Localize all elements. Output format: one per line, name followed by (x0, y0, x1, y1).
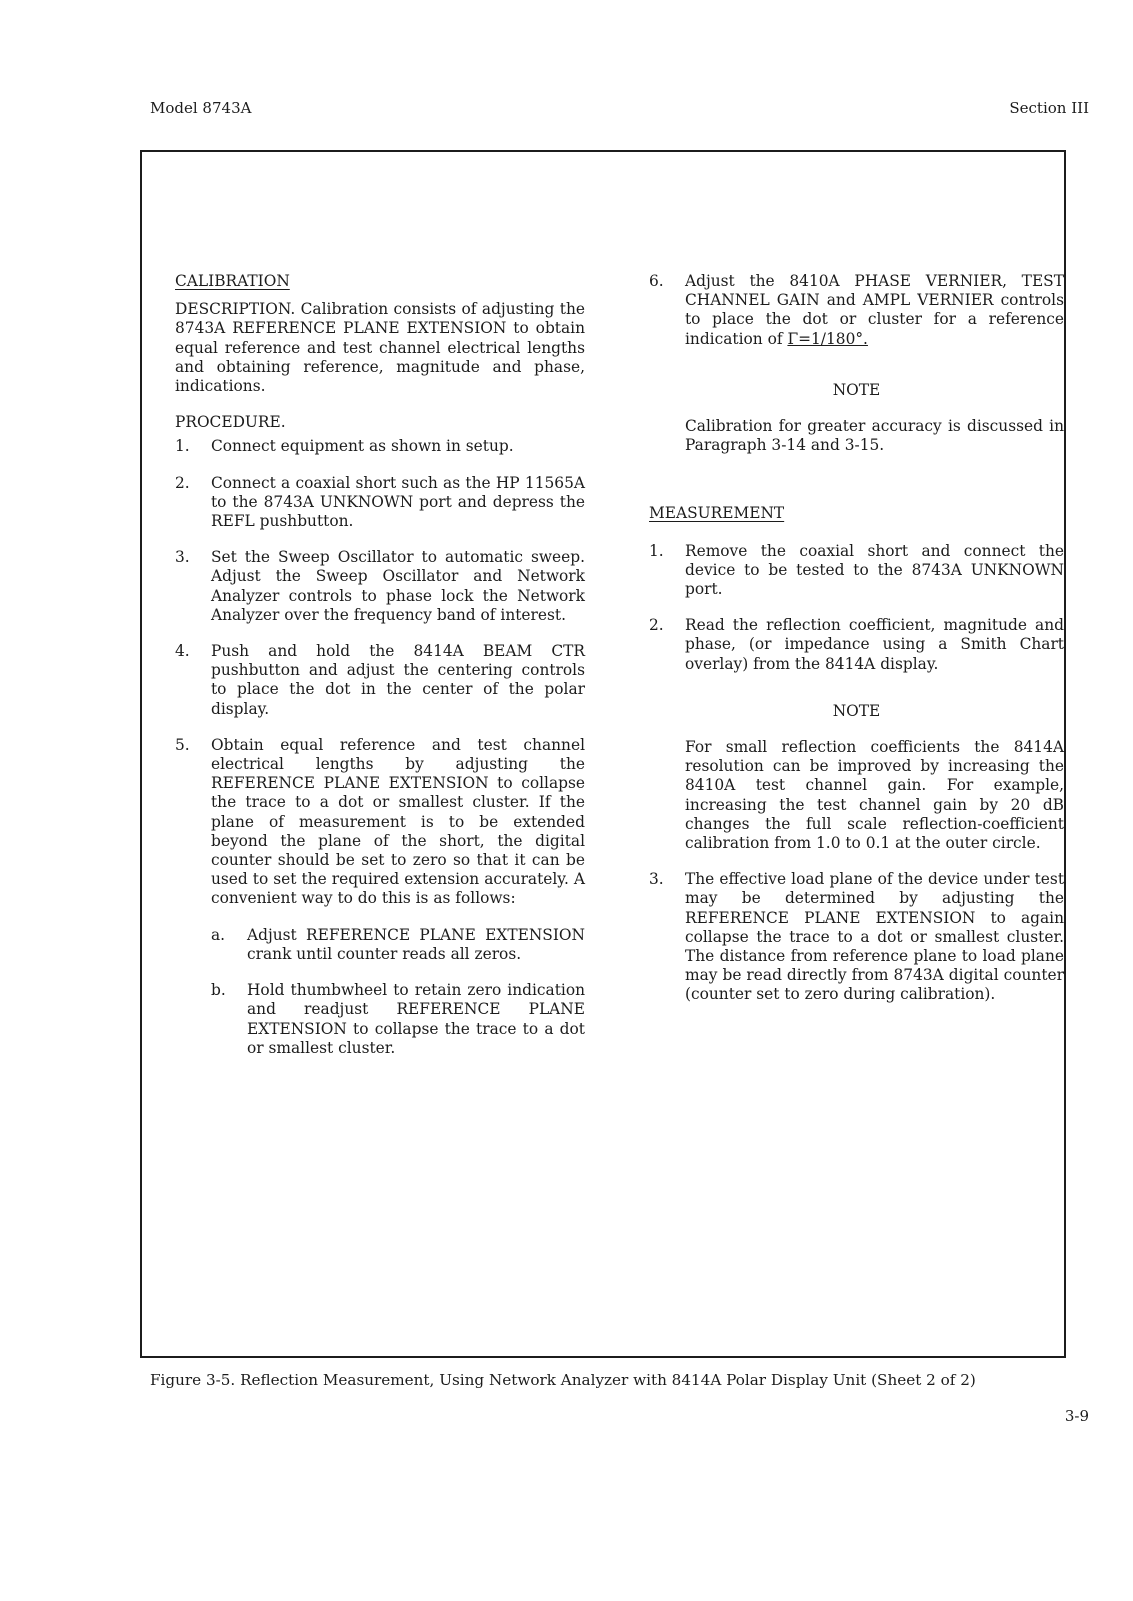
calibration-heading: CALIBRATION (175, 272, 290, 290)
reference-indication-value: Γ=1/180°. (787, 329, 868, 348)
step-number: 5. (175, 735, 190, 754)
header-model: Model 8743A (150, 99, 252, 117)
step-number: 3. (175, 548, 190, 567)
step-text: Remove the coaxial short and connect the device to be tested to the 8743A UNKNOWN port. (685, 541, 1064, 599)
procedure-step-4 (175, 642, 585, 719)
step-text: Connect a coaxial short such as the HP 11565A to the 8743A UNKNOWN port and depress the REFL pushbutton. (211, 473, 585, 531)
step-text: Adjust the 8410A PHASE VERNIER, TEST CHANNEL GAIN and AMPL VERNIER controls to place the dot or cluster for a reference indication of (685, 272, 1064, 348)
step-text: Read the reflection coefficient, magnitude and phase, (or impedance using a Smith Chart overlay) from the 8414A display. (685, 616, 1064, 673)
step-number: 1. (175, 437, 190, 456)
substep-text: Adjust REFERENCE PLANE EXTENSION crank until counter reads all zeros. (247, 925, 585, 963)
procedure-step-2 (175, 474, 585, 532)
step-text: The effective load plane of the device under test may be determined by adjusting the REFERENCE PLANE EXTENSION to again collapse the trace to a dot or smallest cluster. The distance from reference plane to load plane may be read directly from 8743A digital counter (counter set to zero during calibration). (685, 870, 1064, 1004)
step-number: 1. (649, 541, 664, 560)
step-number: 3. (649, 870, 664, 889)
substep-text: Hold thumbwheel to retain zero indication and readjust REFERENCE PLANE EXTENSION to collapse the trace to a dot or smallest cluster. (247, 981, 585, 1057)
procedure-substep-b (211, 981, 585, 1058)
note-1-text: Calibration for greater accuracy is discussed in Paragraph 3-14 and 3-15. (685, 417, 1064, 455)
step-number: 4. (175, 642, 190, 661)
measurement-step-2 (649, 616, 1064, 674)
calibration-step-6 (649, 272, 1064, 349)
procedure-step-1 (175, 437, 585, 456)
description-paragraph: DESCRIPTION. Calibration consists of adjusting the 8743A REFERENCE PLANE EXTENSION to obtain equal reference and test channel electrical lengths and obtaining reference, magnitude and phase, indications. (175, 300, 585, 396)
substep-letter: a. (211, 925, 226, 944)
procedure-substep-a (211, 926, 585, 964)
page-number: 3-9 (1064, 1407, 1089, 1425)
step-text: Set the Sweep Oscillator to automatic sweep. Adjust the Sweep Oscillator and Network Analyzer controls to phase lock the Network Analyzer over the frequency band of interest. (211, 548, 585, 624)
step-text: Connect equipment as shown in setup. (211, 437, 514, 456)
step-text: Obtain equal reference and test channel electrical lengths by adjusting the REFERENCE PLANE EXTENSION to collapse the trace to a dot or smallest cluster. If the plane of measurement is to be extended beyond the plane of the short, the digital counter should be set to zero so that it can be used to set the required extension accurately. A convenient way to do this is as follows: (211, 735, 585, 908)
substep-letter: b. (211, 981, 226, 1000)
left-column (175, 272, 585, 1058)
right-column (649, 272, 1064, 1005)
procedure-step-3 (175, 548, 585, 625)
note-2-label: NOTE (832, 701, 881, 720)
procedure-heading: PROCEDURE. (175, 413, 286, 432)
note-2-text: For small reflection coefficients the 8414A resolution can be improved by increasing the 8410A test channel gain. For example, increasing the test channel gain by 20 dB changes the full scale reflection-coefficient calibration from 1.0 to 0.1 at the outer circle. (685, 738, 1064, 853)
figure-caption: Figure 3-5. Reflection Measurement, Using Network Analyzer with 8414A Polar Display Unit (Sheet 2 of 2) (150, 1371, 976, 1389)
step-number: 2. (175, 473, 190, 492)
step-number: 6. (649, 272, 664, 290)
step-number: 2. (649, 616, 664, 635)
measurement-step-3 (649, 870, 1064, 1004)
header-section: Section III (1009, 99, 1089, 117)
measurement-heading: MEASUREMENT (649, 504, 785, 523)
reference-indication (787, 330, 868, 348)
procedure-step-5 (175, 736, 585, 909)
step-text: Push and hold the 8414A BEAM CTR pushbutton and adjust the centering controls to place the dot in the center of the polar display. (211, 642, 585, 718)
note-1-label: NOTE (832, 380, 881, 399)
measurement-step-1 (649, 542, 1064, 600)
